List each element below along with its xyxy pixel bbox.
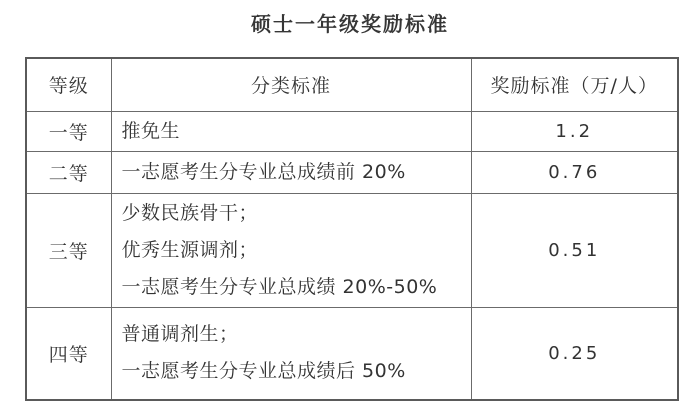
reward-cell: 0.51 xyxy=(471,193,678,307)
criteria-line: 一志愿考生分专业总成绩后 50% xyxy=(121,360,406,383)
table-row xyxy=(26,111,678,151)
header-criteria: 分类标准 xyxy=(111,58,471,111)
grade-cell: 三等 xyxy=(26,193,111,307)
criteria-line: 一志愿考生分专业总成绩 20%-50% xyxy=(121,275,438,298)
header-reward: 奖励标准（万/人） xyxy=(471,58,678,111)
table-row xyxy=(26,193,678,307)
criteria-line: 优秀生源调剂； xyxy=(121,238,259,261)
criteria-cell xyxy=(111,111,471,151)
criteria-line: 一志愿考生分专业总成绩前 20% xyxy=(121,160,406,183)
criteria-line: 普通调剂生； xyxy=(121,323,239,346)
reward-cell: 0.76 xyxy=(471,151,678,193)
table-body xyxy=(26,111,678,400)
criteria-cell xyxy=(111,307,471,400)
reward-table xyxy=(25,57,679,401)
document-title: 硕士一年级奖励标准 xyxy=(251,12,449,36)
criteria-line: 少数民族骨干； xyxy=(121,201,259,224)
header-grade: 等级 xyxy=(26,58,111,111)
criteria-cell xyxy=(111,151,471,193)
reward-cell: 0.25 xyxy=(471,307,678,400)
grade-cell: 二等 xyxy=(26,151,111,193)
header-row xyxy=(26,58,678,111)
grade-cell: 四等 xyxy=(26,307,111,400)
criteria-line: 推免生 xyxy=(121,119,181,142)
grade-cell: 一等 xyxy=(26,111,111,151)
criteria-cell xyxy=(111,193,471,307)
table-row xyxy=(26,307,678,400)
reward-cell: 1.2 xyxy=(471,111,678,151)
table-row xyxy=(26,151,678,193)
